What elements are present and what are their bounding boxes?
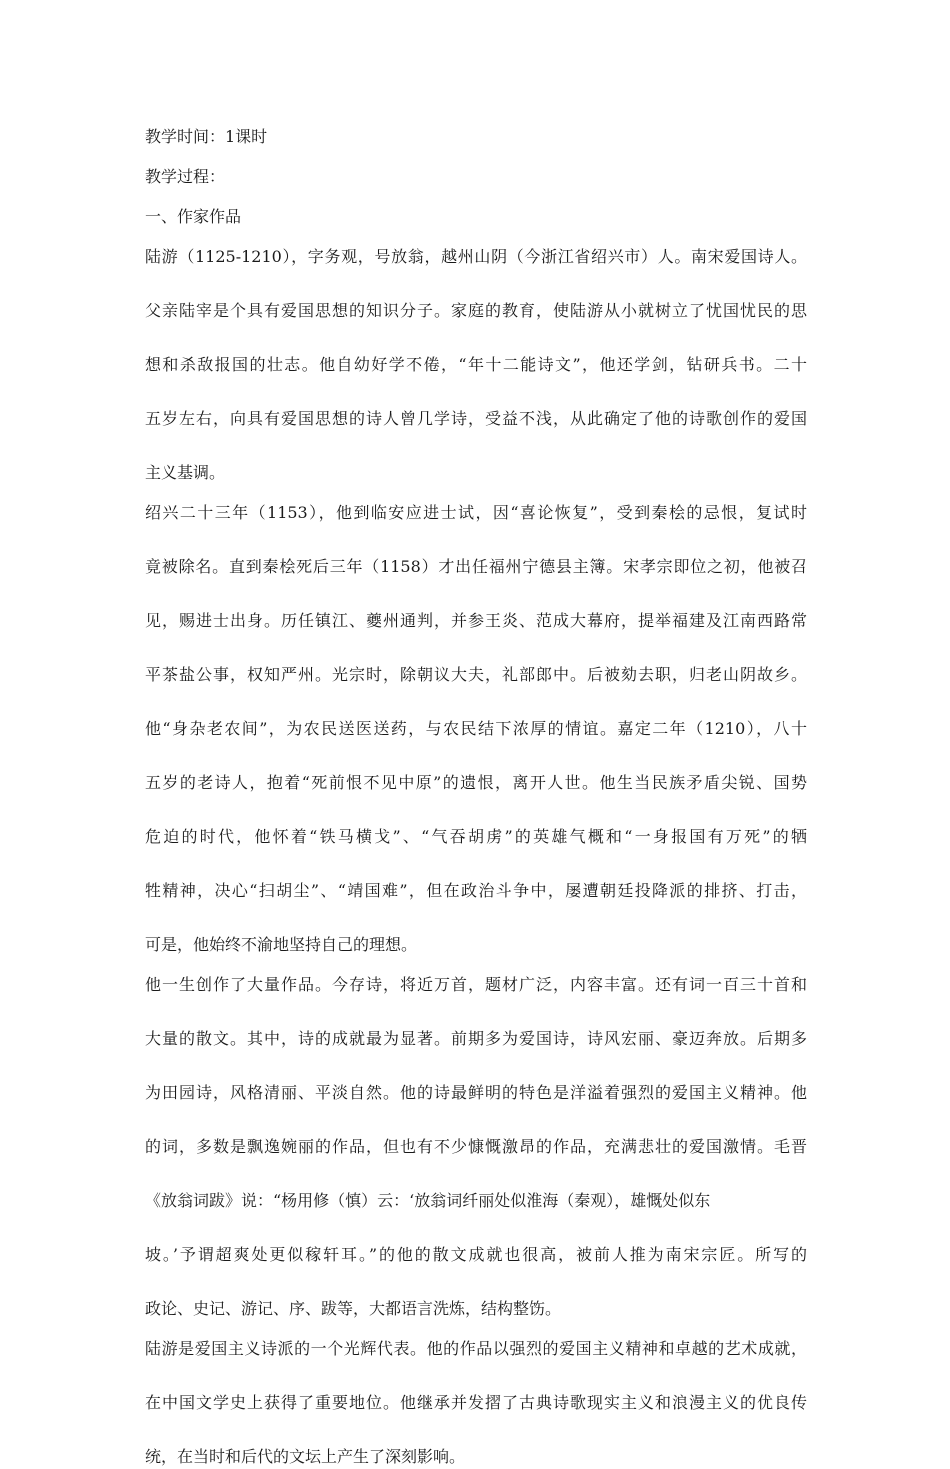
paragraph-3-line: 为田园诗，风格清丽、平淡自然。他的诗最鲜明的特色是洋溢着强烈的爱国主义精神。他 — [145, 1083, 807, 1102]
paragraph-3-line: 的词，多数是飘逸婉丽的作品，但也有不少慷慨激昂的作品，充满悲壮的爱国激情。毛晋 — [145, 1137, 807, 1156]
paragraph-2-line: 他“身杂老农间”，为农民送医送药，与农民结下浓厚的情谊。嘉定二年（1210），八十 — [145, 719, 807, 738]
paragraph-1-line: 五岁左右，向具有爱国思想的诗人曾几学诗，受益不浅，从此确定了他的诗歌创作的爱国 — [145, 409, 807, 428]
paragraph-2-line: 绍兴二十三年（1153），他到临安应进士试，因“喜论恢复”，受到秦桧的忌恨，复试时 — [145, 503, 807, 522]
document-body — [145, 124, 807, 1469]
paragraph-4-line: 在中国文学史上获得了重要地位。他继承并发摺了古典诗歌现实主义和浪漫主义的优良传 — [145, 1393, 807, 1412]
teaching-process: 教学过程： — [145, 167, 226, 186]
paragraph-4-line: 统，在当时和后代的文坛上产生了深刻影响。 — [145, 1447, 466, 1466]
paragraph-4-line: 陆游是爱国主义诗派的一个光辉代表。他的作品以强烈的爱国主义精神和卓越的艺术成就， — [145, 1339, 807, 1358]
paragraph-2-line: 平茶盐公事，权知严州。光宗时，除朝议大夫，礼部郎中。后被劾去职，归老山阴故乡。 — [145, 665, 807, 684]
paragraph-2-line: 竟被除名。直到秦桧死后三年（1158）才出任福州宁德县主簿。宋孝宗即位之初，他被召 — [145, 557, 807, 576]
paragraph-3-line: 他一生创作了大量作品。今存诗，将近万首，题材广泛，内容丰富。还有词一百三十首和 — [145, 975, 807, 994]
paragraph-1-line: 想和杀敌报国的壮志。他自幼好学不倦，“年十二能诗文”，他还学剑，钻研兵书。二十 — [145, 355, 807, 374]
paragraph-2-line: 见，赐进士出身。历任镇江、夔州通判，并参王炎、范成大幕府，提举福建及江南西路常 — [145, 611, 807, 630]
paragraph-3-line: 《放翁词跋》说：“杨用修（慎）云：‘放翁词纤丽处似淮海（秦观），雄慨处似东 — [145, 1191, 711, 1210]
paragraph-1-line: 陆游（1125-1210），字务观，号放翁，越州山阴（今浙江省绍兴市）人。南宋爱国诗人。 — [145, 247, 807, 266]
paragraph-1-line: 主义基调。 — [145, 463, 226, 482]
section-heading: 一、作家作品 — [145, 207, 242, 226]
teaching-time: 教学时间：1课时 — [145, 127, 268, 146]
paragraph-1-line: 父亲陆宰是个具有爱国思想的知识分子。家庭的教育，使陆游从小就树立了忧国忧民的思 — [145, 301, 807, 320]
paragraph-3-line: 坡。’予谓超爽处更似稼轩耳。”的他的散文成就也很高，被前人推为南宋宗匠。所写的 — [145, 1245, 807, 1264]
paragraph-2-line: 牲精神，决心“扫胡尘”、“靖国难”，但在政治斗争中，屡遭朝廷投降派的排挤、打击， — [145, 881, 807, 900]
paragraph-2-line: 危迫的时代，他怀着“铁马横戈”、“气吞胡虏”的英雄气概和“一身报国有万死”的牺 — [145, 827, 807, 846]
paragraph-3-line: 政论、史记、游记、序、跋等，大都语言洗炼，结构整饬。 — [145, 1299, 562, 1318]
paragraph-2-line: 五岁的老诗人，抱着“死前恨不见中原”的遗恨，离开人世。他生当民族矛盾尖锐、国势 — [145, 773, 807, 792]
paragraph-2-line: 可是，他始终不渝地坚持自己的理想。 — [145, 935, 418, 954]
paragraph-3-line: 大量的散文。其中，诗的成就最为显著。前期多为爱国诗，诗风宏丽、豪迈奔放。后期多 — [145, 1029, 807, 1048]
